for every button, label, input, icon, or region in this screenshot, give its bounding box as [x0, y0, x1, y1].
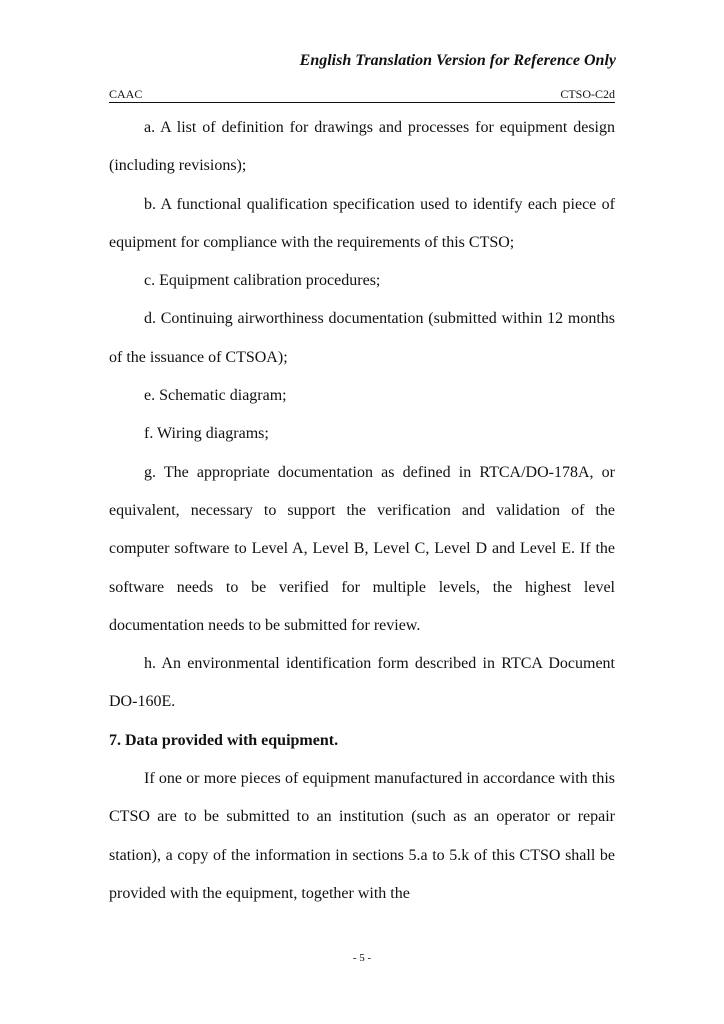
list-item-e: e. Schematic diagram;	[144, 387, 287, 405]
list-item-h: h. An environmental identification form described in RTCA Document DO-160E.	[109, 655, 615, 711]
list-item-f: f. Wiring diagrams;	[144, 425, 269, 443]
section-heading: 7. Data provided with equipment.	[109, 731, 339, 749]
list-item-d: d. Continuing airworthiness documentation (submitted within 12 months of the issuance of CTSOA);	[109, 310, 615, 366]
list-item-b: b. A functional qualification specification used to identify each piece of equipment for compliance with the requirements of this CTSO;	[109, 195, 615, 251]
list-item-a: a. A list of definition for drawings and processes for equipment design (including revisions);	[109, 119, 615, 175]
list-item-c: c. Equipment calibration procedures;	[144, 272, 381, 290]
list-item-g: g. The appropriate documentation as defined in RTCA/DO-178A, or equivalent, necessary to support the verification and validation of the computer software to Level A, Level B, Level C, Level D and Level E. If the software needs to be verified for multiple levels, the highest level documentation needs to be submitted for review.	[109, 463, 615, 634]
translation-banner: English Translation Version for Reference Only	[299, 52, 616, 69]
header-rule	[109, 102, 615, 103]
header-org: CAAC	[109, 87, 143, 101]
document-body	[109, 109, 615, 913]
section-paragraph: If one or more pieces of equipment manufactured in accordance with this CTSO are to be submitted to an institution (such as an operator or repair station), a copy of the information in sections 5.a to 5.k of this CTSO shall be provided with the equipment, together with the	[109, 770, 615, 902]
page-number: - 5 -	[352, 952, 372, 964]
header-doc-id: CTSO-C2d	[560, 87, 615, 101]
